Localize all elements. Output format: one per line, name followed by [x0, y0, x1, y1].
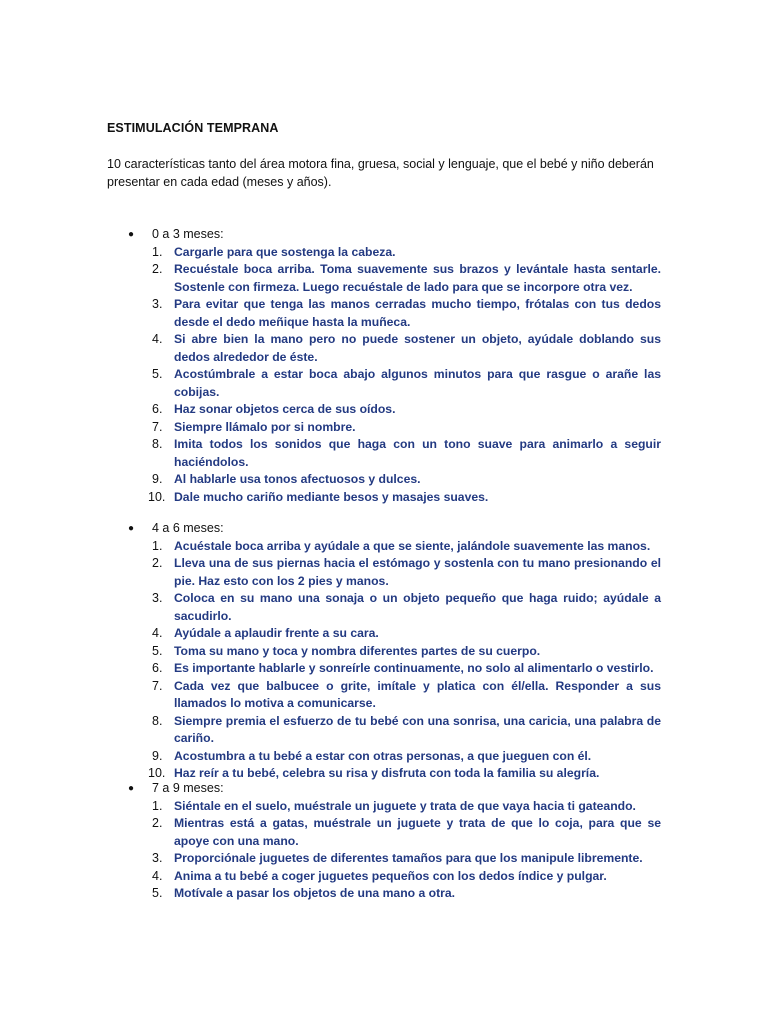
item-text: Toma su mano y toca y nombra diferentes partes de su cuerpo.: [174, 643, 541, 658]
list-item: [0, 713, 661, 748]
numbered-list: [0, 798, 768, 903]
item-number: 3.: [152, 851, 163, 865]
item-number: 5.: [152, 367, 163, 381]
item-text: Siempre premia el esfuerzo de tu bebé con una sonrisa, una caricia, una palabra de cariño.: [174, 713, 661, 745]
list-item: [0, 643, 661, 661]
bullet-icon: ●: [128, 783, 135, 794]
item-number: 2.: [152, 556, 163, 570]
item-number: 4.: [152, 868, 163, 883]
item-number: 7.: [152, 678, 163, 693]
list-item: [0, 815, 661, 850]
list-item: [0, 296, 661, 331]
item-text: Motívale a pasar los objetos de una mano a otra.: [174, 886, 456, 900]
item-number: 4.: [152, 626, 163, 640]
item-number: 1.: [152, 538, 163, 553]
list-item: [0, 436, 661, 471]
item-text: Acostumbra a tu bebé a estar con otras personas, a que jueguen con él.: [174, 748, 592, 763]
item-number: 8.: [152, 437, 163, 451]
item-number: 6.: [152, 402, 163, 416]
list-item: [0, 660, 661, 678]
item-number: 5.: [152, 643, 163, 658]
item-text: Haz sonar objetos cerca de sus oídos.: [174, 402, 396, 416]
list-item: [0, 590, 661, 625]
item-text: Lleva una de sus piernas hacia el estómago y sostenla con tu mano presionando el pie. Haz esto con los 2 pies y manos.: [174, 556, 661, 588]
list-item: [0, 331, 661, 366]
list-item: [0, 261, 661, 296]
item-number: 9.: [152, 748, 163, 763]
item-text: Siempre llámalo por si nombre.: [174, 419, 356, 434]
list-item: [0, 471, 661, 489]
item-number: 6.: [152, 661, 163, 675]
item-text: Cargarle para que sostenga la cabeza.: [174, 244, 396, 259]
item-number: 10.: [148, 766, 166, 780]
item-text: Siéntale en el suelo, muéstrale un juguete y trata de que vaya hacia ti gateando.: [174, 798, 636, 813]
bullet-icon: ●: [128, 523, 135, 534]
item-number: 2.: [152, 262, 163, 276]
item-text: Es importante hablarle y sonreírle continuamente, no solo al alimentarlo o vestirlo.: [174, 661, 654, 675]
bullet-icon: ●: [128, 229, 135, 240]
item-text: Recuéstale boca arriba. Toma suavemente sus brazos y levántale hasta sentarle. Sostenle con firmeza. Luego recuéstale de lado para que se incorpore otra vez.: [174, 262, 661, 294]
item-text: Imita todos los sonidos que haga con un tono suave para animarlo a seguir haciéndolos.: [174, 437, 661, 469]
list-item: [0, 885, 661, 903]
section-0-3-meses: [0, 226, 768, 506]
list-item: [0, 625, 661, 643]
document-title: ESTIMULACIÓN TEMPRANA: [107, 121, 279, 135]
item-text: Dale mucho cariño mediante besos y masajes suaves.: [174, 489, 489, 504]
section-heading-text: 7 a 9 meses:: [152, 781, 224, 795]
item-text: Mientras está a gatas, muéstrale un juguete y trata de que lo coja, para que se apoye con una mano.: [174, 816, 661, 848]
list-item: [0, 850, 661, 868]
item-number: 2.: [152, 816, 163, 830]
intro-paragraph: 10 características tanto del área motora fina, gruesa, social y lenguaje, que el bebé y niño deberán presentar en cada edad (meses y años).: [107, 157, 654, 189]
item-number: 9.: [152, 472, 163, 486]
list-item: [0, 678, 661, 713]
item-text: Ayúdale a aplaudir frente a su cara.: [174, 626, 379, 640]
list-item: [0, 366, 661, 401]
section-heading-text: 4 a 6 meses:: [152, 521, 224, 535]
list-item: [0, 538, 661, 556]
section-heading-text: 0 a 3 meses:: [152, 227, 224, 241]
item-number: 4.: [152, 332, 163, 346]
item-number: 8.: [152, 713, 163, 728]
item-text: Proporciónale juguetes de diferentes tamaños para que los manipule libremente.: [174, 851, 643, 865]
list-item: [0, 798, 661, 816]
list-item: [0, 489, 661, 507]
item-number: 1.: [152, 798, 163, 813]
item-number: 5.: [152, 886, 163, 900]
numbered-list: [0, 244, 768, 507]
item-text: Coloca en su mano una sonaja o un objeto pequeño que haga ruido; ayúdale a sacudirlo.: [174, 591, 661, 623]
section-heading: [0, 520, 768, 538]
list-item: [0, 401, 661, 419]
item-text: Acostúmbrale a estar boca abajo algunos minutos para que rasgue o arañe las cobijas.: [174, 367, 661, 399]
item-text: Cada vez que balbucee o grite, imítale y platica con él/ella. Responder a sus llamados lo motiva a comunicarse.: [174, 678, 661, 710]
item-text: Para evitar que tenga las manos cerradas mucho tiempo, frótalas con tus dedos desde el dedo meñique hasta la muñeca.: [174, 297, 661, 329]
item-text: Al hablarle usa tonos afectuosos y dulces.: [174, 472, 421, 486]
list-item: [0, 748, 661, 766]
section-4-6-meses: [0, 520, 768, 783]
list-item: [0, 868, 661, 886]
item-number: 1.: [152, 244, 163, 259]
item-text: Anima a tu bebé a coger juguetes pequeños con los dedos índice y pulgar.: [174, 868, 607, 883]
list-item: [0, 244, 661, 262]
section-heading: [0, 780, 768, 798]
item-text: Si abre bien la mano pero no puede sostener un objeto, ayúdale doblando sus dedos alrededor de éste.: [174, 332, 661, 364]
item-text: Acuéstale boca arriba y ayúdale a que se siente, jalándole suavemente las manos.: [174, 538, 651, 553]
numbered-list: [0, 538, 768, 783]
section-heading: [0, 226, 768, 244]
list-item: [0, 419, 661, 437]
section-7-9-meses: [0, 780, 768, 903]
list-item: [0, 555, 661, 590]
item-number: 7.: [152, 419, 163, 434]
item-number: 3.: [152, 591, 163, 605]
item-text: Haz reír a tu bebé, celebra su risa y disfruta con toda la familia su alegría.: [174, 766, 600, 780]
item-number: 10.: [148, 489, 166, 504]
item-number: 3.: [152, 297, 163, 311]
